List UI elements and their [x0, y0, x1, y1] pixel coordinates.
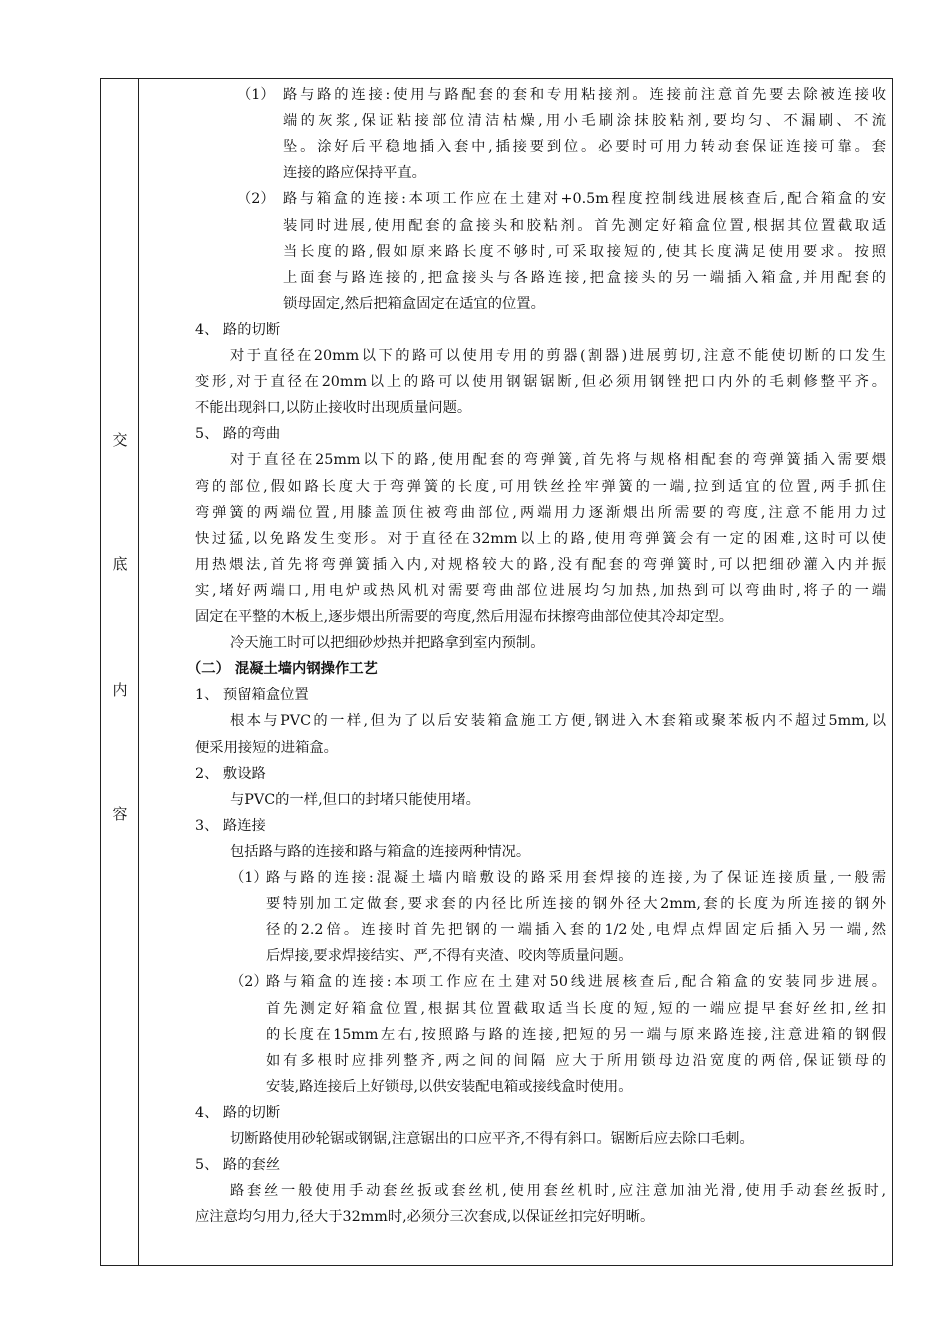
subheading: 5、 路的弯曲 — [195, 426, 281, 443]
text-line: 快过猛,以免路发生变形。对于直径在32mm以上的路,使用弯弹簧会有一定的困难,这时可以使 — [195, 530, 886, 547]
text-line: 对于直径在25mm以下的路,使用配套的弯弹簧,首先将与规格相配套的弯弹簧插入需要煨 — [230, 452, 886, 469]
section-heading: （二） 混凝土墙内钢操作工艺 — [187, 661, 378, 678]
text-line: 应注意均匀用力,径大于32mm时,必须分三次套成,以保证丝扣完好明晰。 — [195, 1209, 655, 1226]
item-number: （1） — [230, 870, 268, 886]
text-line: 后焊接,要求焊接结实、严,不得有夹渣、咬肉等质量问题。 — [266, 948, 633, 965]
subheading: 5、 路的套丝 — [195, 1157, 281, 1174]
text-line: 锁母固定,然后把箱盒固定在适宜的位置。 — [283, 295, 545, 312]
text-line: 冷天施工时可以把细砂炒热并把路拿到室内预制。 — [230, 635, 545, 652]
subheading: 2、 敷设路 — [195, 765, 266, 782]
subheading: 1、 预留箱盒位置 — [195, 687, 309, 704]
item-number: （1） — [237, 87, 275, 103]
item-number: （2） — [237, 191, 275, 208]
text-line: 弯的部位,假如路长度大于弯弹簧的长度,可用铁丝拴牢弹簧的一端,拉到适宜的位置,两手抓住 — [195, 478, 886, 495]
text-line: 连接的路应保持平直。 — [283, 165, 426, 182]
side-label-char: 容 — [112, 805, 128, 823]
subheading: 4、 路的切断 — [195, 1104, 281, 1121]
text-line: 路套丝一般使用手动套丝扳或套丝机,使用套丝机时,应注意加油光滑,使用手动套丝扳时, — [230, 1183, 886, 1200]
text-line: 要特别加工定做套,要求套的内径比所连接的钢外径大2mm,套的长度为所连接的钢外 — [266, 896, 886, 913]
side-label-char: 底 — [112, 555, 128, 573]
text-line: 坠。涂好后平稳地插入套中,插接要到位。必要时可用力转动套保证连接可靠。套 — [283, 139, 886, 156]
item-number: （2） — [230, 974, 268, 991]
text-line: 安装,路连接后上好锁母,以供安装配电箱或接线盒时使用。 — [266, 1078, 633, 1095]
text-line: 上面套与路连接的,把盒接头与各路连接,把盒接头的另一端插入箱盒,并用配套的 — [283, 269, 886, 286]
text-line: 如有多根时应排列整齐,两之间的间隔 应大于所用锁母边沿宽度的两倍,保证锁母的 — [266, 1052, 886, 1069]
text-line: 首先测定好箱盒位置,根据其位置截取适当长度的短,短的一端应提早套好丝扣,丝扣 — [266, 1000, 886, 1017]
subheading: 4、 路的切断 — [195, 321, 281, 338]
text-line: 当长度的路,假如原来路长度不够时,可采取接短的,使其长度满足使用要求。按照 — [283, 243, 886, 260]
text-line: 装同时进展,使用配套的盒接头和胶粘剂。首先测定好箱盒位置,根据其位置截取适 — [283, 217, 886, 234]
text-line: 固定在平整的木板上,逐步煨出所需要的弯度,然后用湿布抹擦弯曲部位使其冷却定型。 — [195, 609, 734, 625]
text-line: 包括路与路的连接和路与箱盒的连接两种情况。 — [230, 843, 531, 860]
content-cell — [139, 79, 892, 1265]
text-line: 用热煨法,首先将弯弹簧插入内,对规格较大的路,没有配套的弯弹簧时,可以把细砂灌入内并振 — [195, 556, 886, 573]
text-line: 便采用接短的进箱盒。 — [195, 739, 338, 756]
text-line: 路与箱盒的连接:本项工作应在土建对+0.5m程度控制线进展核查后,配合箱盒的安 — [283, 191, 886, 208]
text-line: 切断路使用砂轮锯或钢锯,注意锯出的口应平齐,不得有斜口。锯断后应去除口毛刺。 — [230, 1131, 754, 1147]
text-line: 与PVC的一样,但口的封堵只能使用堵。 — [230, 791, 480, 808]
text-line: 弯弹簧的两端位置,用膝盖顶住被弯曲部位,两端用力逐渐煨出所需要的弯度,注意不能用力过 — [195, 504, 886, 521]
text-line: 端的灰浆,保证粘接部位清洁枯燥,用小毛刷涂抹胶粘剂,要均匀、不漏刷、不流 — [283, 113, 886, 130]
side-label-char: 内 — [112, 681, 128, 699]
text-line: 根本与PVC的一样,但为了以后安装箱盒施工方便,钢进入木套箱或聚苯板内不超过5mm,以 — [230, 713, 886, 730]
text-line: 实,堵好两端口,用电炉或热风机对需要弯曲部位进展均匀加热,加热到可以弯曲时,将子的一端 — [195, 582, 886, 599]
subheading: 3、 路连接 — [195, 817, 266, 834]
text-line: 径的2.2倍。连接时首先把钢的一端插入套的1/2处,电焊点焊固定后插入另一端,然 — [266, 922, 886, 939]
side-label-column — [101, 79, 139, 1265]
text-line: 的长度在15mm左右,按照路与路的连接,把短的另一端与原来路连接,注意进箱的钢假 — [266, 1026, 886, 1043]
text-line: 对于直径在20mm以下的路可以使用专用的剪器(割器)进展剪切,注意不能使切断的口发生 — [230, 348, 886, 364]
text-line: 不能出现斜口,以防止接收时出现质量问题。 — [195, 400, 472, 417]
text-line: 变形,对于直径在20mm以上的路可以使用钢锯锯断,但必须用钢锉把口内外的毛刺修整平齐。 — [195, 374, 886, 391]
text-line: 路与路的连接:使用与路配套的套和专用粘接剂。连接前注意首先要去除被连接收 — [283, 87, 886, 103]
text-line: 路与箱盒的连接:本项工作应在土建对50线进展核查后,配合箱盒的安装同步进展。 — [266, 974, 886, 991]
text-line: 路与路的连接:混凝土墙内暗敷设的路采用套焊接的连接,为了保证连接质量,一般需 — [266, 870, 886, 886]
document-table — [100, 78, 893, 1266]
side-label-char: 交 — [112, 431, 128, 449]
